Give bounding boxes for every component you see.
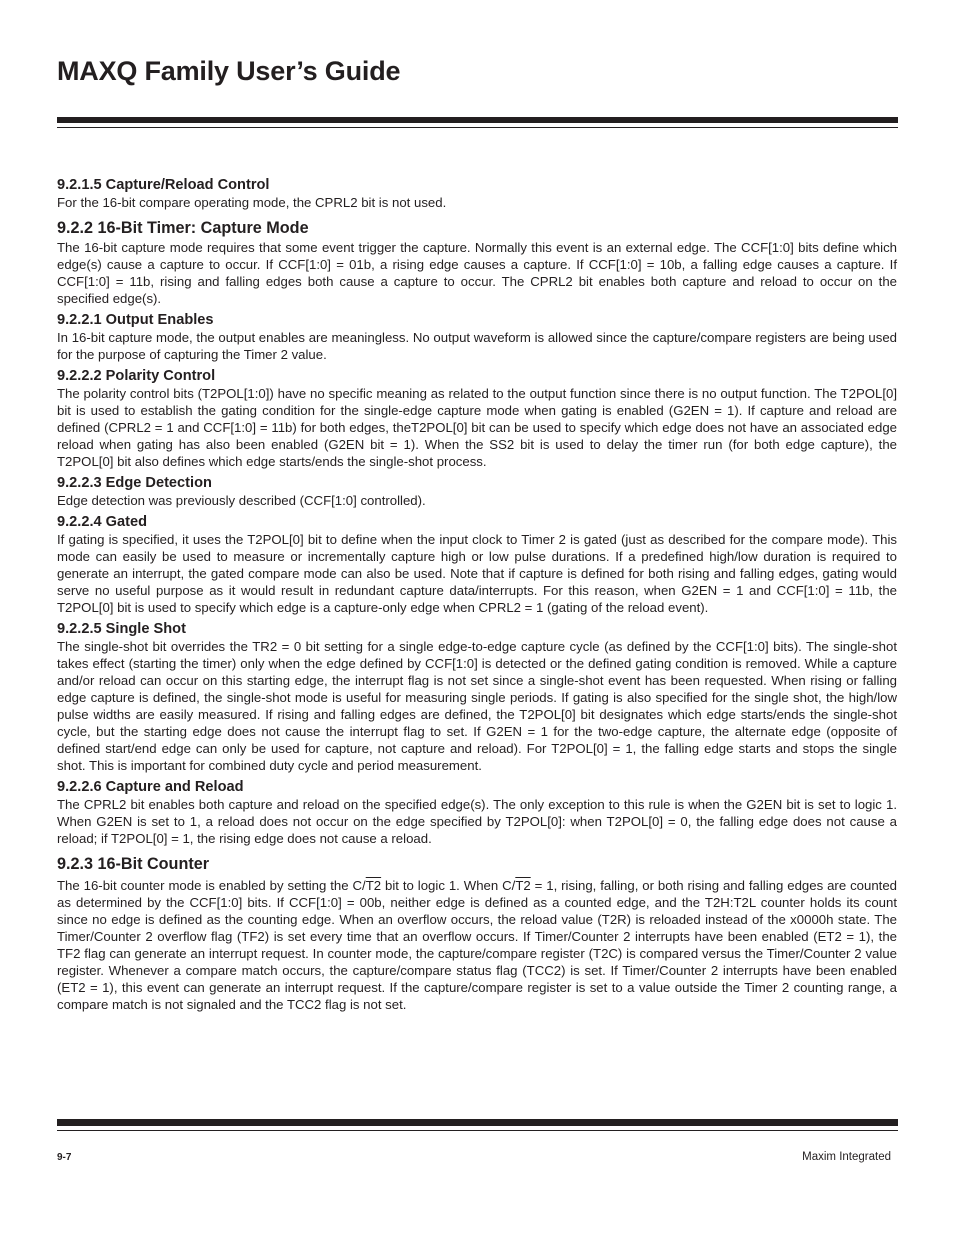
section-9-2-3 (57, 854, 897, 1013)
section-9-2-2-3 (57, 474, 897, 509)
section-9-2-2 (57, 218, 897, 307)
section-body (57, 877, 897, 1013)
section-heading: 9.2.2.6 Capture and Reload (57, 779, 244, 795)
section-9-2-1-5 (57, 176, 897, 211)
company-name: Maxim Integrated (802, 1151, 891, 1163)
header-rule-thick (57, 117, 898, 123)
section-body: The polarity control bits (T2POL[1:0]) have no specific meaning as related to the output function since there is no output function. The T2POL[0] bit is used to establish the gating condition for the single-edge capture mode when gating is enabled (G2EN = 1). If capture and reload are defined (CPRL2 = 1 and CCF[1:0] = 11b) for both edges, theT2POL[0] bit can be used to specify which edge does not have an associated edge reload when gating has also been enabled (G2EN bit = 1). When the SS2 bit is used to delay the timer run (for both edge capture), the T2POL[0] bit also defines which edge starts/ends the single-shot process. (57, 386, 897, 469)
section-body: If gating is specified, it uses the T2POL[0] bit to define when the input clock to Timer 2 is gated (just as described for the compare mode). This mode can easily be used to measure or incrementally capture high or low pulse durations. If a predefined high/low duration is required to generate an interrupt, the gated compare mode can also be used. Note that if capture is defined for both rising and falling edges, gating would serve no useful purpose as it would result in redundant capture data/interrupts. For this reason, when G2EN = 1 and CCF[1:0] = 11b, the T2POL[0] bit is used to specify which edge is a capture-only edge when CPRL2 = 1 (gating of the reload event). (57, 532, 897, 615)
section-9-2-2-6 (57, 778, 897, 847)
section-body: The CPRL2 bit enables both capture and reload on the specified edge(s). The only exception to this rule is when the G2EN bit is set to logic 1. When G2EN is set to 1, a reload does not occur on the edge specified by T2POL[0]: when T2POL[0] = 0, the falling edge does not cause a reload; if T2POL[0] = 1, the rising edge does not cause a reload. (57, 797, 897, 846)
footer-rule-thin (57, 1130, 898, 1131)
section-9-2-2-2 (57, 367, 897, 470)
section-body: For the 16-bit compare operating mode, the CPRL2 bit is not used. (57, 195, 447, 210)
section-heading: 9.2.2.5 Single Shot (57, 621, 186, 637)
section-heading: 9.2.2.1 Output Enables (57, 312, 214, 328)
section-heading: 9.2.3 16-Bit Counter (57, 855, 210, 873)
body-text: = 1, rising, falling, or both rising and falling edges are counted as determined by the CCF[1:0] bits. If CCF[1:0] = 00b, neither edge is defined as a counted edge, and the T2H:T2L counter holds its count since no edge is defined as the counting edge. When an overflow occurs, the reload value (T2R) is reloaded instead of the x0000h state. The Timer/Counter 2 overflow flag (TF2) is set every time that an overflow occurs. If Timer/Counter 2 interrupts have been enabled (ET2 = 1), the TF2 flag can generate an interrupt request. In counter mode, the capture/compare register (T2C) is compared versus the Timer/Counter 2 value register. Whenever a compare match occurs, the capture/compare status flag (TCC2) is set. If Timer/Counter 2 interrupts have been enabled (ET2 = 1), this event can generate an interrupt request. If the capture/compare register is set to a value outside the Timer 2 counting range, a compare match is not signaled and the TCC2 flag is not set. (57, 878, 898, 1012)
section-heading: 9.2.1.5 Capture/Reload Control (57, 177, 270, 193)
section-heading: 9.2.2 16-Bit Timer: Capture Mode (57, 219, 309, 237)
document-title: MAXQ Family User’s Guide (57, 56, 401, 86)
section-body: The 16-bit capture mode requires that some event trigger the capture. Normally this event is an external edge. The CCF[1:0] bits define which edge(s) cause a capture to occur. If CCF[1:0] = 01b, a rising edge causes a capture. If CCF[1:0] = 10b, a falling edge causes a capture. If CCF[1:0] = 11b, rising and falling edges both cause a capture to occur. The CPRL2 bit enables both capture and reload to occur on the specified edge(s). (57, 240, 897, 306)
section-heading: 9.2.2.4 Gated (57, 514, 148, 530)
section-heading: 9.2.2.2 Polarity Control (57, 368, 216, 384)
body-text: bit to logic 1. When C/ (381, 878, 516, 893)
section-body: The single-shot bit overrides the TR2 = 0 bit setting for a single edge-to-edge capture cycle (as defined by the CCF[1:0] bits). The single-shot takes effect (starting the timer) only when the edge defined by CCF[1:0] is detected or the defined gating condition is removed. While a capture and/or reload can occur on this starting edge, the interrupt flag is not set since a single-shot event has been requested. When rising or falling edge capture is defined, the single-shot mode is useful for measuring single periods. If gating is also specified for the single shot, the high/low pulse widths are easily measured. If rising and falling edges are defined, the T2POL[0] bit designates which edge starts/ends the single-shot cycle, but the starting edge does not cause the interrupt flag to set. If G2EN = 1 for the two-edge capture, the alternate edge (opposite of defined start/end edge can only be used for capture, not capture and reload). For T2POL[0] = 1, the falling edge starts and stops the single shot. This is important for combined duty cycle and period measurement. (57, 639, 897, 773)
overline-signal: T2 (515, 878, 531, 893)
section-body: Edge detection was previously described (CCF[1:0] controlled). (57, 493, 426, 508)
section-9-2-2-1 (57, 311, 897, 363)
section-9-2-2-4 (57, 513, 897, 616)
page-number: 9-7 (57, 1152, 72, 1163)
body-text: The 16-bit counter mode is enabled by setting the C/ (57, 878, 366, 893)
section-9-2-2-5 (57, 620, 897, 774)
section-heading: 9.2.2.3 Edge Detection (57, 475, 212, 491)
overline-signal: T2 (365, 878, 382, 893)
main-content (57, 176, 897, 1013)
header-rule-thin (57, 127, 898, 128)
section-body: In 16-bit capture mode, the output enables are meaningless. No output waveform is allowed since the capture/compare registers are being used for the purpose of capturing the Timer 2 value. (57, 330, 897, 362)
footer-rule-thick (57, 1119, 898, 1126)
